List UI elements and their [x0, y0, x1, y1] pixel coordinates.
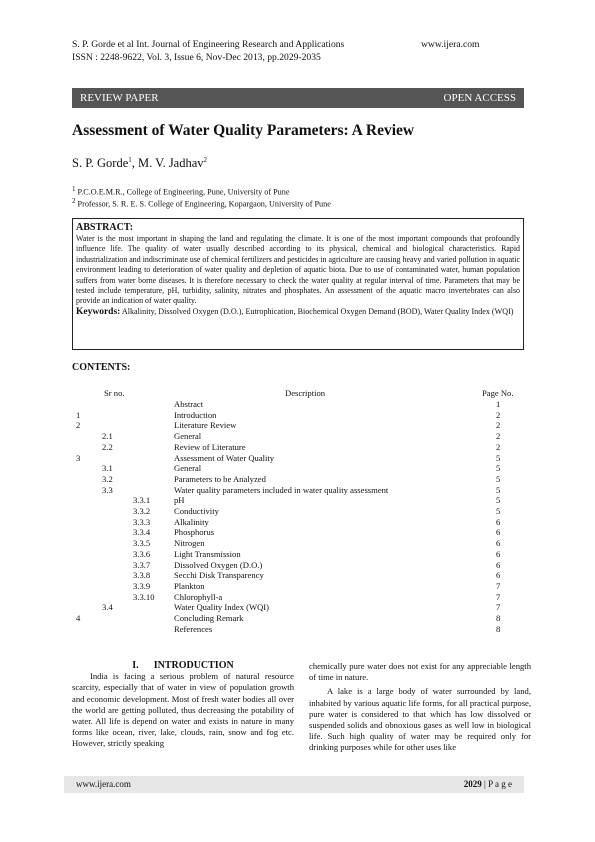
- running-header-journal: S. P. Gorde et al Int. Journal of Engineering Research and Applications: [72, 39, 345, 50]
- toc-row-description: Parameters to be Analyzed: [174, 473, 266, 484]
- affiliation-text: Professor, S. R. E. S. College of Engineering, Kopargaon, University of Pune: [77, 199, 331, 209]
- toc-row-page: 1: [496, 399, 501, 409]
- toc-col-page: Page No.: [482, 388, 514, 398]
- toc-row-number: 3.1: [102, 463, 113, 474]
- toc-row-number: 3.3.3: [133, 516, 151, 527]
- toc-row-number: 2: [76, 420, 81, 431]
- author-affiliation-mark: 2: [203, 156, 208, 164]
- toc-row-description: Abstract: [174, 399, 204, 409]
- abstract-box: [72, 218, 524, 350]
- author-affiliation-mark: 1: [128, 156, 132, 164]
- footer-page-number: [464, 776, 512, 793]
- toc-row-description: Assessment of Water Quality: [174, 452, 275, 463]
- keywords-text: Alkalinity, Dissolved Oxygen (D.O.), Eutrophication, Biochemical Oxygen Demand (BOD), Water Quality Index (WQI): [121, 306, 514, 316]
- toc-row-number: 3.3.2: [133, 506, 151, 516]
- toc-row-page: 2: [496, 431, 501, 442]
- toc-row-description: General: [174, 431, 202, 442]
- toc-row-page: 6: [496, 516, 501, 527]
- toc-row-page: 2: [496, 409, 501, 420]
- keywords: [76, 307, 520, 318]
- affiliation-mark: 1: [72, 185, 76, 193]
- toc-row-description: Review of Literature: [174, 441, 246, 452]
- toc-row-number: 3.3.4: [133, 527, 151, 538]
- toc-row-number: 3.3.10: [133, 591, 155, 602]
- toc-row-page: 5: [496, 484, 501, 495]
- toc-col-description: Description: [285, 388, 326, 398]
- toc-row-description: Alkalinity: [174, 516, 209, 527]
- running-header-issn: ISSN : 2248-9622, Vol. 3, Issue 6, Nov-Dec 2013, pp.2029-2035: [72, 52, 321, 63]
- author-name: M. V. Jadhav: [138, 156, 204, 171]
- toc-row-number: 3.4: [102, 602, 113, 613]
- toc-row-number: 3.3: [102, 484, 113, 495]
- affiliation-mark: 2: [72, 197, 76, 205]
- intro-paragraph-1: India is facing a serious problem of natural resource scarcity, especially that of water in view of population growth and economic development. Most of fresh water bodies all over the world are getting polluted, thus decreasing the potability of water. All life is depend on water and exists in nature in many forms like ocean, river, lake, clouds, rain, snow and fog etc. However, strictly speaking: [72, 671, 294, 749]
- author-name: S. P. Gorde: [72, 156, 129, 171]
- toc-row-description: Concluding Remark: [174, 613, 244, 623]
- toc-row-description: References: [174, 623, 213, 634]
- toc-row-description: Water quality parameters included in water quality assessment: [174, 484, 389, 495]
- toc-row-page: 6: [496, 538, 501, 549]
- toc-row-description: Chlorophyll-a: [174, 591, 223, 602]
- toc-row-number: 3.3.6: [133, 548, 151, 559]
- toc-row-description: Secchi Disk Transparency: [174, 570, 264, 581]
- toc-row-number: 2.1: [102, 431, 113, 442]
- author-list: S. P. Gorde$^1$, M. V. Jadhav$^2$: [72, 156, 208, 171]
- toc-row-page: 7: [496, 580, 501, 591]
- paper-title: Assessment of Water Quality Parameters: A Review: [72, 122, 415, 139]
- toc-row-page: 7: [496, 602, 501, 613]
- toc-row-description: Phosphorus: [174, 527, 215, 538]
- toc-row-page: 8: [496, 623, 501, 634]
- toc-row-page: 5: [496, 463, 501, 474]
- toc-row-number: 3.3.7: [133, 559, 151, 570]
- toc-row-number: 2.2: [102, 441, 113, 452]
- toc-row-description: Dissolved Oxygen (D.O.): [174, 559, 263, 570]
- toc-row-page: 5: [496, 473, 501, 484]
- right-column: [309, 661, 531, 754]
- toc-row-page: 7: [496, 591, 501, 602]
- toc-row-page: 6: [496, 548, 501, 559]
- affiliation-2: [72, 196, 331, 210]
- toc-row-description: Nitrogen: [174, 538, 205, 549]
- page-footer: [64, 776, 524, 793]
- toc-row-number: 4: [76, 613, 81, 623]
- toc-row-number: 3.3.5: [133, 538, 151, 549]
- page-number: 2029: [463, 779, 482, 789]
- toc-row-page: 5: [496, 495, 501, 506]
- keywords-label: Keywords:: [76, 306, 121, 317]
- section-heading-introduction: [72, 660, 294, 671]
- toc-row-description: General: [174, 463, 202, 474]
- left-column: [72, 660, 294, 750]
- abstract-body: Water is the most important in shaping the land and regulating the climate. It is one of the most important compounds that profoundly influence life. The quality of water usually described according to its physical, chemical and biological characteristics. Rapid industrialization and indiscriminate use of chemical fertilizers and pesticides in agriculture are causing heavy and varied pollution in aquatic environment leading to deterioration of water quality and depletion of aquatic biota. Due to use of contaminated water, human population suffers from water borne diseases. It is therefore necessary to check the water quality at regular interval of time. Parameters that may be tested include temperature, pH, turbidity, salinity, nitrates and phosphates. An assessment of the aquatic macro invertebrates can also provide an indication of water quality.: [76, 234, 520, 306]
- toc-row-number: 1: [76, 409, 81, 420]
- toc-row-number: 3.3.1: [133, 495, 151, 506]
- toc-col-srno: Sr no.: [104, 388, 125, 398]
- toc-row-page: 2: [496, 420, 501, 431]
- toc-row-page: 5: [496, 452, 501, 463]
- affiliation-text: P.C.O.E.M.R., College of Engineering, Pune, University of Pune: [77, 187, 290, 197]
- toc-row-number: 3.3.8: [133, 570, 151, 581]
- toc-row-number: 3.2: [102, 473, 113, 484]
- running-header-website[interactable]: www.ijera.com: [421, 39, 480, 50]
- toc-row-description: pH: [174, 495, 185, 506]
- toc-row-description: Introduction: [174, 409, 217, 420]
- toc-row-page: 5: [496, 506, 501, 516]
- page-label: | P a g e: [484, 779, 512, 789]
- toc-row-description: Conductivity: [174, 506, 219, 516]
- toc-row-description: Plankton: [174, 580, 205, 591]
- toc-row-description: Light Transmission: [174, 548, 241, 559]
- toc-row-number: 3.3.9: [133, 580, 151, 591]
- intro-paragraph-2: A lake is a large body of water surrounded by land, inhabited by various aquatic life forms, for all practical purpose, pure water is considered to that which has low dissolved or suspended solids and obnoxious gases as well low in biological life. Such high quality of water may be required only for drinking purposes while for other uses like: [309, 686, 531, 753]
- footer-website[interactable]: www.ijera.com: [76, 779, 131, 789]
- toc-row-page: 6: [496, 570, 501, 581]
- intro-paragraph-1-continued: chemically pure water does not exist for any appreciable length of time in nature.: [309, 661, 531, 683]
- toc-row-page: 6: [496, 527, 501, 538]
- toc-row-description: Literature Review: [174, 420, 237, 431]
- review-paper-label: REVIEW PAPER: [80, 92, 159, 104]
- article-type-banner: [72, 88, 524, 108]
- toc-row-page: 6: [496, 559, 501, 570]
- section-title: INTRODUCTION: [153, 660, 234, 671]
- toc-row-page: 2: [496, 441, 501, 452]
- abstract-heading: ABSTRACT:: [76, 222, 134, 233]
- section-number: I.: [132, 660, 139, 671]
- toc-row-description: Water Quality Index (WQI): [174, 602, 269, 613]
- contents-heading: CONTENTS:: [72, 362, 131, 373]
- toc-row-page: 8: [496, 613, 501, 623]
- toc-row-number: 3: [76, 452, 81, 463]
- open-access-label: OPEN ACCESS: [443, 92, 516, 104]
